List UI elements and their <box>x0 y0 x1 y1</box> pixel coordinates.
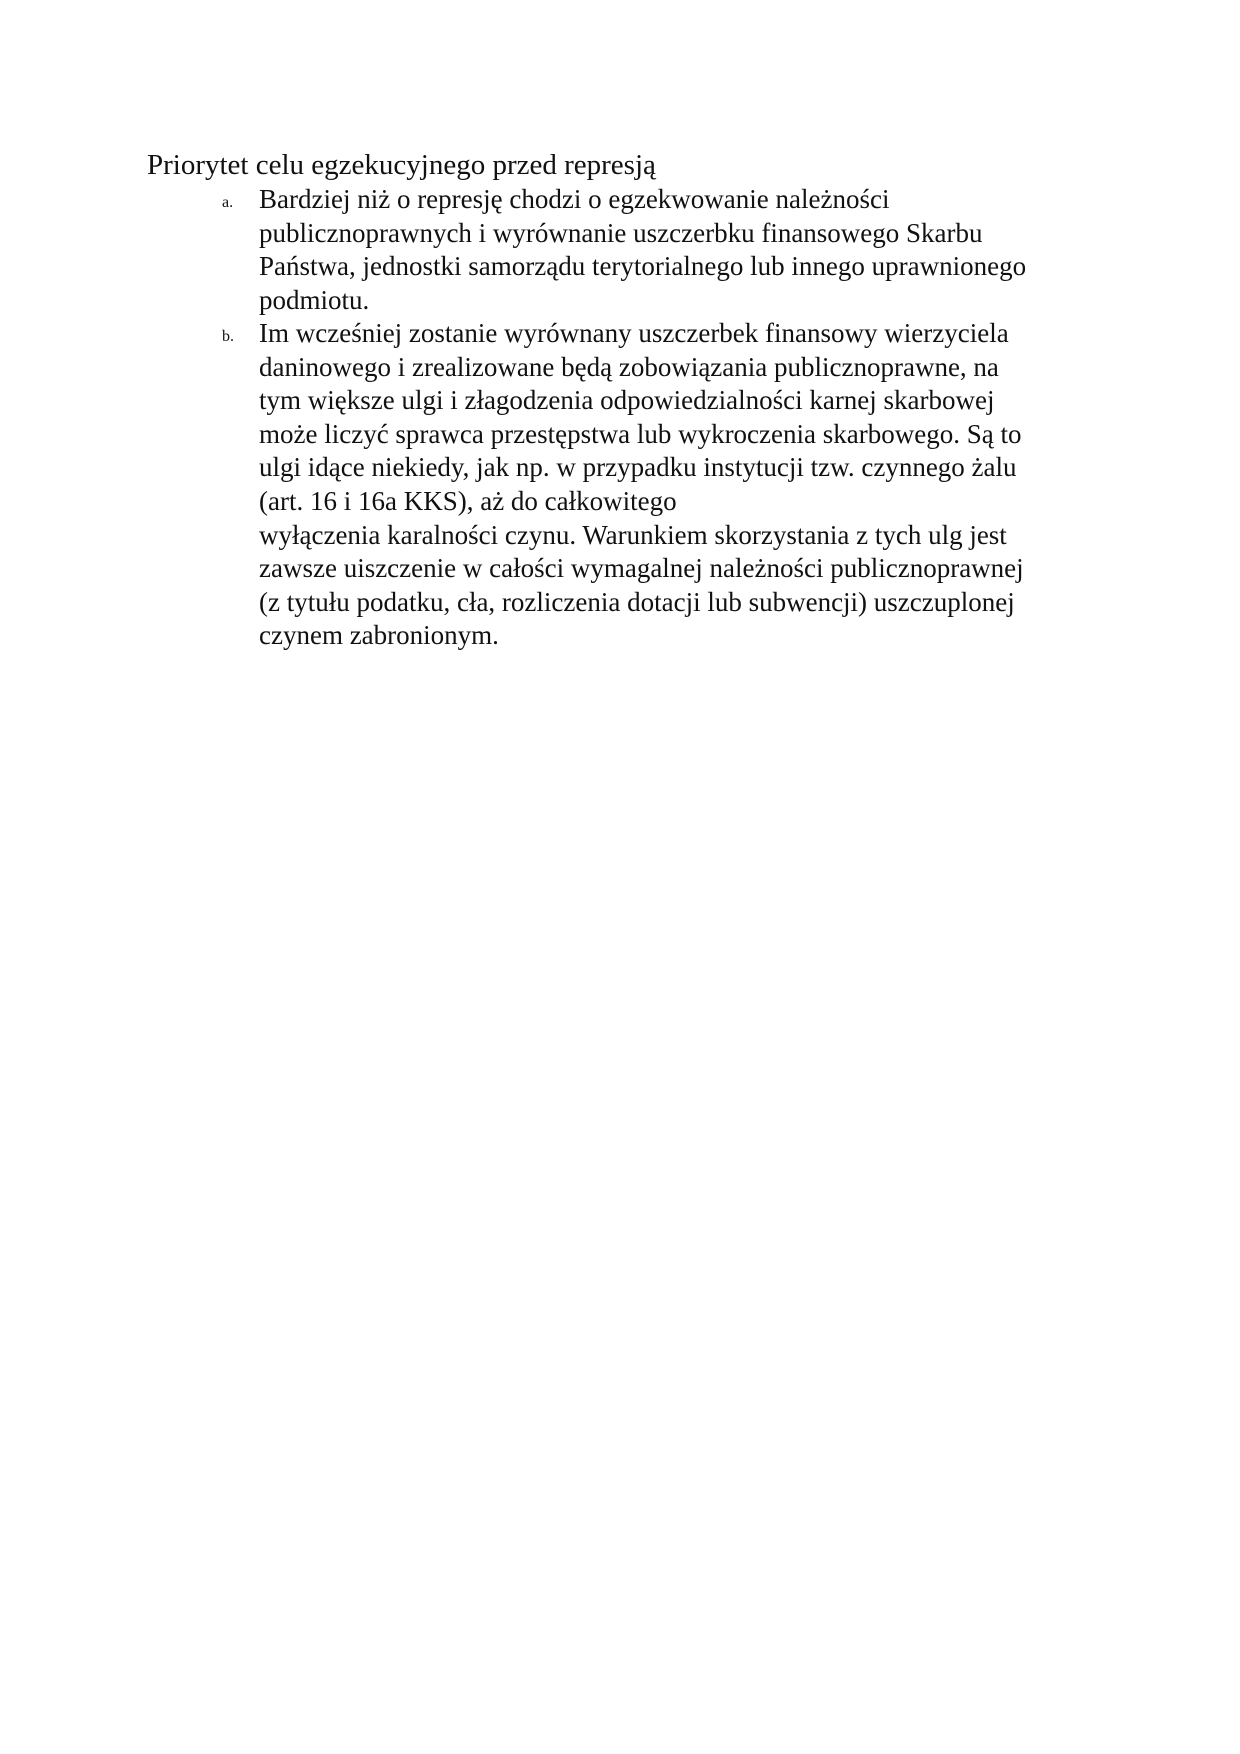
text-line: wyłączenia karalności czynu. Warunkiem skorzystania z tych ulg jest <box>259 519 1007 550</box>
text-line: (art. 16 i 16a KKS), aż do całkowitego <box>259 485 677 516</box>
section-heading: Priorytet celu egzekucyjnego przed represją <box>147 149 656 181</box>
text-line: Państwa, jednostki samorządu terytorialnego lub innego uprawnionego <box>259 251 1027 282</box>
text-line: (z tytułu podatku, cła, rozliczenia dotacji lub subwencji) uszczuplonej <box>259 586 1015 617</box>
list-item-b-text <box>259 317 1119 653</box>
text-line: może liczyć sprawca przestępstwa lub wykroczenia skarbowego. Są to <box>259 418 1022 449</box>
list-marker-a: a. <box>222 194 234 211</box>
text-line: tym większe ulgi i złagodzenia odpowiedzialności karnej skarbowej <box>259 385 995 416</box>
text-line: publicznoprawnych i wyrównanie uszczerbku finansowego Skarbu <box>259 217 983 248</box>
text-line: Im wcześniej zostanie wyrównany uszczerbek finansowy wierzyciela <box>259 318 1009 348</box>
text-line: Bardziej niż o represję chodzi o egzekwowanie należności <box>259 184 890 214</box>
list-item-a-text <box>259 183 1119 317</box>
text-line: ulgi idące niekiedy, jak np. w przypadku instytucji tzw. czynnego żalu <box>259 452 1017 483</box>
text-line: podmiotu. <box>259 284 370 315</box>
text-line: czynem zabronionym. <box>259 620 499 651</box>
text-line: daninowego i zrealizowane będą zobowiązania publicznoprawne, na <box>259 351 999 382</box>
list-marker-b: b. <box>222 328 234 345</box>
text-line: zawsze uiszczenie w całości wymagalnej należności publicznoprawnej <box>259 553 1024 584</box>
